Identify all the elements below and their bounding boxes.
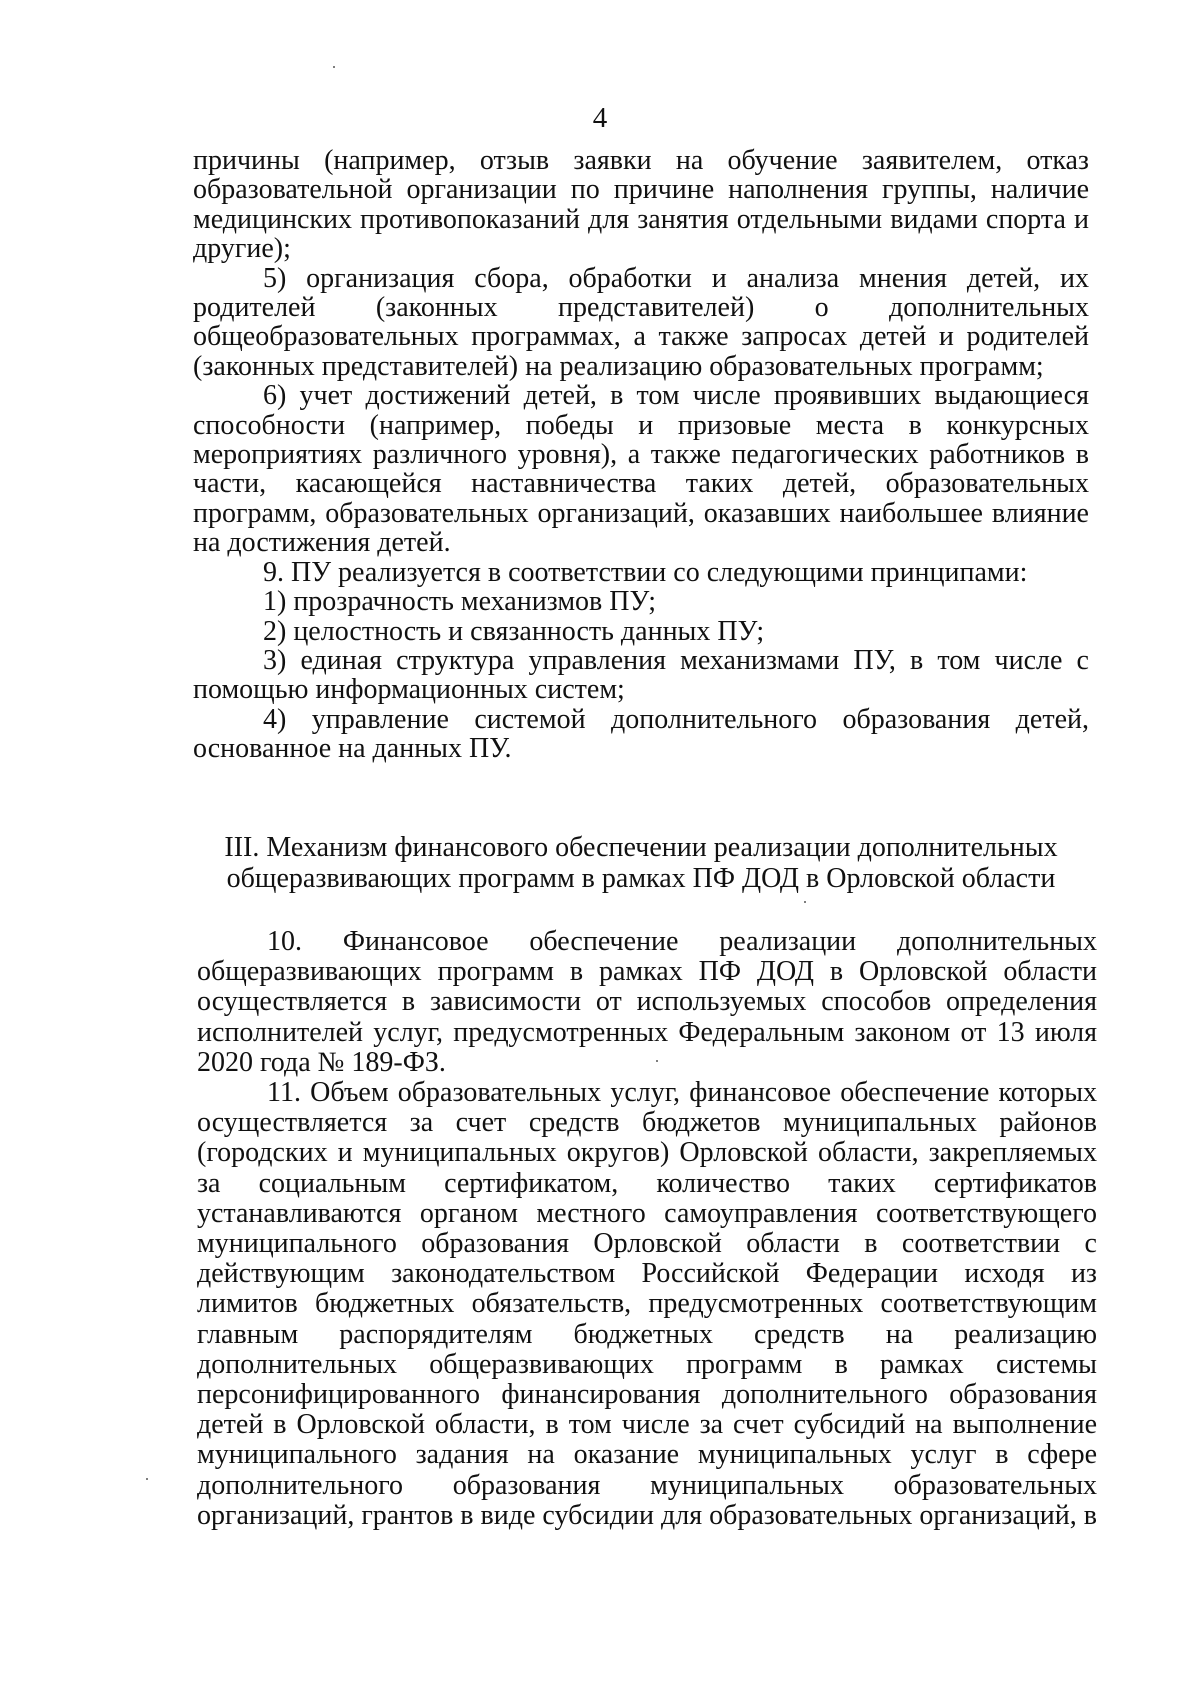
scan-speck [804,901,806,903]
section-1-text [193,146,1089,764]
section-2-text [197,927,1097,1531]
paragraph-clause-11: 11. Объем образовательных услуг, финансовое обеспечение которых осуществляется за счет средств бюджетов муниципальных районов (городских и муниципальных округов) Орловской области, закрепляемых за социальным сертификатом, количество таких сертификатов устанавливаются органом местного самоуправления соответствующего муниципального образования Орловской области в соответствии с действующим законодательством Российской Федерации исходя из лимитов бюджетных обязательств, предусмотренных соответствующим главным распорядителям бюджетных средств на реализацию дополнительных общеразвивающих программ в рамках системы персонифицированного финансирования дополнительного образования детей в Орловской области, в том числе за счет субсидий на выполнение муниципального задания на оказание муниципальных услуг в сфере дополнительного образования муниципальных образовательных организаций, грантов в виде субсидии для образовательных организаций, в [197,1077,1097,1531]
scan-speck [333,66,335,68]
section-heading [193,832,1089,894]
paragraph-principle-4: 4) управление системой дополнительного образования детей, основанное на данных ПУ. [193,703,1089,765]
paragraph-item-5: 5) организация сбора, обработки и анализа мнения детей, их родителей (законных представителей) о дополнительных общеобразовательных программах, а также запросах детей и родителей (законных представителей) на реализацию образовательных программ; [193,262,1089,382]
paragraph-clause-10: 10. Финансовое обеспечение реализации дополнительных общеразвивающих программ в рамках ПФ ДОД в Орловской области осуществляется в зависимости от используемых способов определения исполнителей услуг, предусмотренных Федеральным законом от 13 июля 2020 года № 189-ФЗ. [197,926,1097,1078]
paragraph-principle-1: 1) прозрачность механизмов ПУ; [263,586,657,618]
section-heading-line-2: общеразвивающих программ в рамках ПФ ДОД в Орловской области [226,863,1056,894]
paragraph-item-6: 6) учет достижений детей, в том числе проявивших выдающиеся способности (например, победы и призовые места в конкурсных мероприятиях различного уровня), а также педагогических работников в части, касающейся наставничества таких детей, образовательных программ, образовательных организаций, оказавших наибольшее влияние на достижения детей. [193,380,1089,559]
paragraph-continuation: причины (например, отзыв заявки на обучение заявителем, отказ образовательной организации по причине наполнения группы, наличие медицинских противопоказаний для занятия отдельными видами спорта и другие); [193,145,1089,265]
paragraph-principle-2: 2) целостность и связанность данных ПУ; [263,615,765,647]
paragraph-principle-3: 3) единая структура управления механизмами ПУ, в том числе с помощью информационных систем; [193,644,1089,706]
paragraph-clause-9: 9. ПУ реализуется в соответствии со следующими принципами: [263,556,1028,588]
scan-speck [146,1478,148,1480]
page-number: 4 [592,102,608,134]
section-heading-line-1: III. Механизм финансового обеспечении реализации дополнительных [224,832,1058,863]
